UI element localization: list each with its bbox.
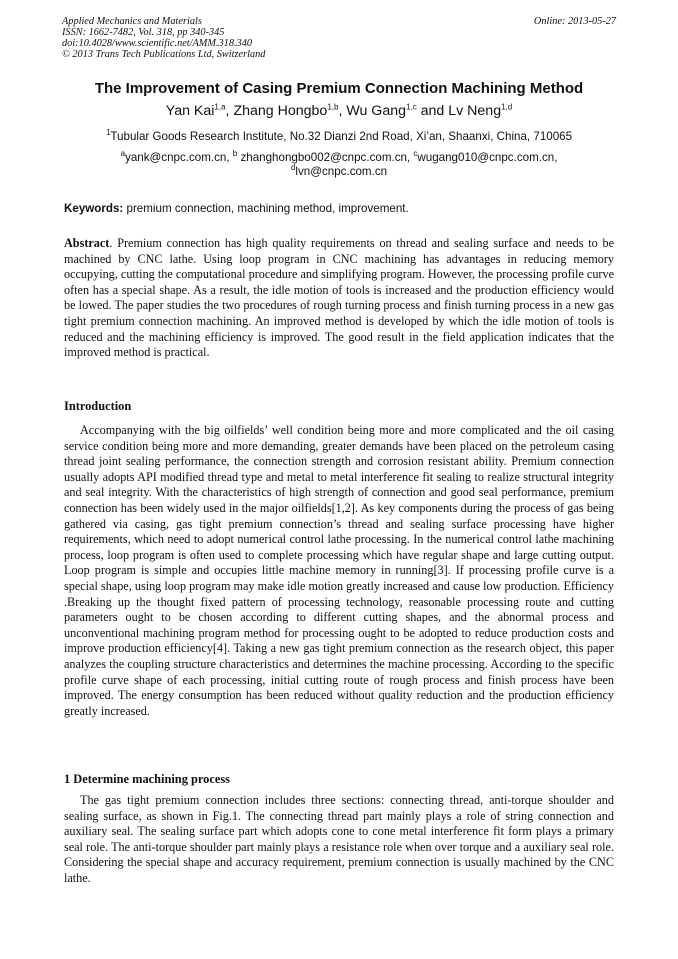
author-sup: 1,d bbox=[501, 102, 513, 112]
author-name: Yan Kai bbox=[165, 103, 215, 119]
section1-heading: 1 Determine machining process bbox=[64, 772, 230, 786]
affiliation-sup: 1 bbox=[105, 128, 111, 138]
email-sup: a bbox=[120, 149, 126, 159]
introduction-text: Accompanying with the big oilfields’ well condition being more and more complicated and the oil casing service condition being more and more demanding, greater demands have been placed on the petroleum casing thread joint sealing performance, the connection strength and corrosion resistant ability. Premium connection usually adopts API modified thread type and metal to metal interference fit sealing to realize structural integrity and seal integrity. With the characteristics of high strength of connection and good seal performance, premium connection has been widely used in the major oilfields[1,2]. As key components during the process of gas being gathered via casing, gas tight premium connection’s thread and sealing surface processing have higher requirements, which need to adopt numerical control lathe processing. In the numerical control lathe machining process, loop program is often used to complete processing which have regular shape and large cutting output. Loop program is simple and occupies little machine memory in running[3]. If processing profile curve is a special shape, using loop program may make idle motion greatly increased and cause low production. Efficiency .Breaking up the thought fixed pattern of processing technology, reasonable processing route and cutting parameters ought to be chosen according to different cutting shapes, and the abnormal process and unconventional machining program method for processing ought to be adopted to reduce production costs and improve production efficiency[4]. Taking a new gas tight premium connection as the research object, this paper analyzes the coupling structure characteristics and determines the machine processing. According to the specific profile curve shape of each processing, initial cutting route of rough process and finish process have been improved. The energy consumption has been reduced without quality reduction and the production efficiency greatly increased. bbox=[64, 423, 614, 718]
paper-title: The Improvement of Casing Premium Connection Machining Method bbox=[94, 80, 584, 97]
author-name: Wu Gang bbox=[346, 103, 407, 119]
issn-line: ISSN: 1662-7482, Vol. 318, pp 340-345 bbox=[62, 27, 225, 38]
author-sup: 1,c bbox=[406, 102, 417, 112]
journal-header bbox=[62, 16, 616, 60]
email-link[interactable]: wugang010@cnpc.com.cn, bbox=[417, 151, 558, 164]
affiliation bbox=[40, 130, 638, 143]
email-sup: c bbox=[413, 149, 418, 159]
email-link[interactable]: lvn@cnpc.com.cn bbox=[295, 165, 388, 178]
email-list bbox=[40, 151, 638, 179]
author-list bbox=[40, 103, 638, 119]
author-sep: , bbox=[338, 103, 347, 119]
author-sup: 1,a bbox=[214, 102, 226, 112]
author-sep: and bbox=[416, 103, 449, 119]
email-link[interactable]: zhanghongbo002@cnpc.com.cn, bbox=[237, 151, 414, 164]
keywords-text: premium connection, machining method, improvement. bbox=[123, 202, 409, 215]
keywords-label: Keywords: bbox=[64, 202, 124, 215]
online-date: Online: 2013-05-27 bbox=[533, 16, 616, 27]
doi-line: doi:10.4028/www.scientific.net/AMM.318.340 bbox=[62, 38, 252, 49]
author-name: Lv Neng bbox=[448, 103, 502, 119]
author-sep: , bbox=[225, 103, 234, 119]
affiliation-text: Tubular Goods Research Institute, No.32 Dianzi 2nd Road, Xi’an, Shaanxi, China, 710065 bbox=[110, 130, 573, 143]
journal-name: Applied Mechanics and Materials bbox=[62, 16, 202, 27]
section1-text: The gas tight premium connection includes three sections: connecting thread, anti-torque shoulder and sealing surface, as shown in Fig.1. The connecting thread part mainly plays a role of string connection and auxiliary seal. The sealing surface part which adopts cone to cone metal interference fit form plays a primary seal role. The anti-torque shoulder part mainly plays a resistance role when over torque and a auxiliary seal role. Considering the special shape and accuracy requirement, premium connection is usually machined by the CNC lathe. bbox=[64, 793, 614, 885]
email-sup: d bbox=[290, 163, 296, 173]
keywords bbox=[64, 202, 618, 215]
abstract bbox=[64, 236, 614, 361]
author-sup: 1,b bbox=[327, 102, 339, 112]
introduction-heading: Introduction bbox=[64, 399, 132, 413]
abstract-label: Abstract bbox=[64, 236, 110, 250]
author-name: Zhang Hongbo bbox=[233, 103, 328, 119]
email-link[interactable]: yank@cnpc.com.cn, bbox=[125, 151, 233, 164]
abstract-text: . Premium connection has high quality requirements on thread and sealing surface and needs to be machined by CNC lathe. Using loop program in CNC machining has advantages in reducing memory occupying, cutting the computational procedure and simplifying program. However, the processing profile curve often has a special shape. As a result, the idle motion of tools is increased and the production efficiency would be lowed. The paper studies the two procedures of rough turning process and finish turning process in a new gas tight premium connection machining. An improved method is developed by which the idle motion of tools is reduced and the machining efficiency is improved. The good result in the field application indicates that the improved method is practical. bbox=[64, 236, 614, 360]
email-sup: b bbox=[232, 149, 238, 159]
copyright-line: © 2013 Trans Tech Publications Ltd, Switzerland bbox=[62, 49, 266, 60]
